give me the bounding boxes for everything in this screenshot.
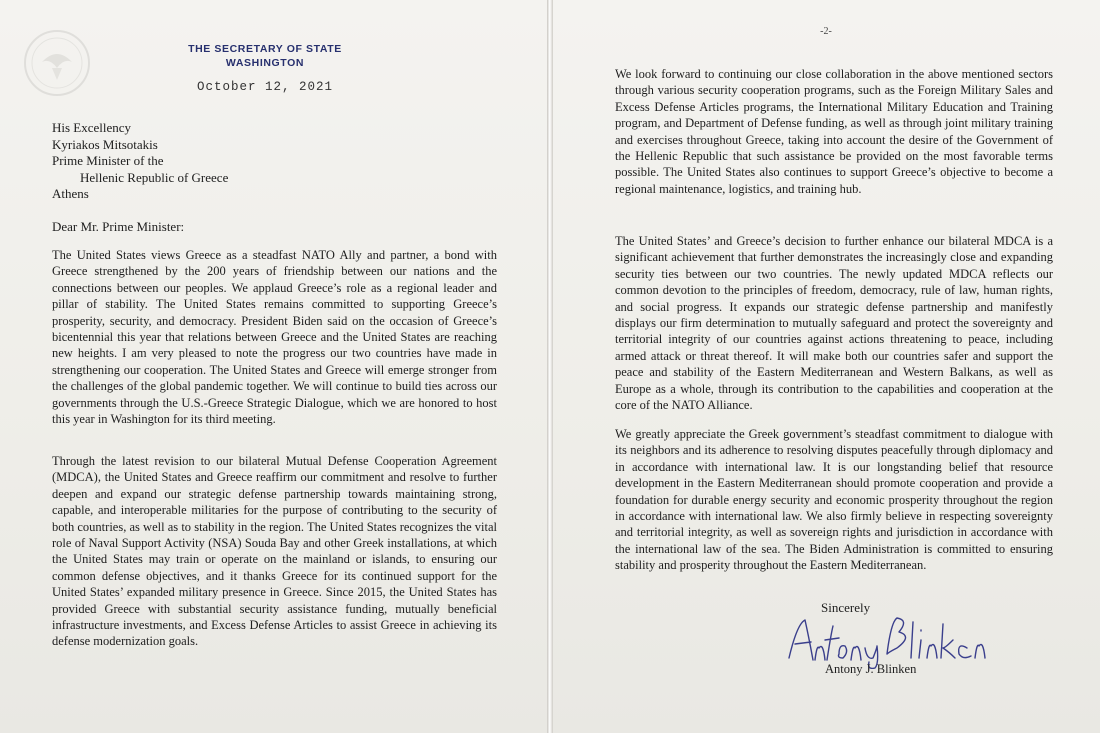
letterhead-city: WASHINGTON [225,57,305,69]
letter-date: October 12, 2021 [196,80,334,94]
letterhead-title: THE SECRETARY OF STATE [188,43,342,55]
letter-page-1 [0,0,547,733]
body-paragraph: We greatly appreciate the Greek government’s steadfast commitment to dialogue with its neighbors and its adherence to resolving disputes peacefully through diplomacy and in accordance with international law. It is our longstanding belief that resource development in the Eastern Mediterranean should promote cooperation and provide a foundation for durable energy security and economic prosperity throughout the region in accordance with international law. We also firmly believe in respecting sovereignty and territorial integrity, as well as sovereign rights and jurisdiction in accordance with the international law of the sea. The Biden Administration is committed to ensuring stability and prosperity throughout the Eastern Mediterranean. [615,427,1053,573]
address-line: Athens [52,186,89,202]
salutation: Dear Mr. Prime Minister: [52,219,185,234]
recipient-address [52,120,472,203]
signer-name: Antony J. Blinken [825,662,917,676]
body-paragraph: The United States views Greece as a steadfast NATO Ally and partner, a bond with Greece strengthened by the 200 years of friendship between our nations and the connections between our peoples. We applaud Greece’s role as a regional leader and pillar of stability. The United States remains committed to supporting Greece’s prosperity, security, and democracy. President Biden said on the occasion of Greece’s bicentennial this year that relations between Greece and the United States are reaching new heights. I am very pleased to note the progress our two countries have made in strengthening our cooperation. The United States and Greece will emerge stronger from the challenges of the global pandemic together. We will continue to build ties across our governments through the U.S.-Greece Strategic Dialogue, which we are honored to host this year in Washington for its third meeting. [52,248,497,427]
page-number: -2- [820,26,832,37]
address-line: Prime Minister of the [52,153,164,169]
letter-page-2 [553,0,1100,733]
closing: Sincerely [821,600,871,615]
body-paragraph: Through the latest revision to our bilateral Mutual Defense Cooperation Agreement (MDCA), the United States and Greece reaffirm our commitment and resolve to further deepen and expand our strategic defense partnership towards maintaining strong, capable, and interoperable militaries for the purpose of contributing to the security of both countries, as well as to stability in the region. The United States recognizes the vital role of Naval Support Activity (NSA) Souda Bay and other Greek installations, at which the United States may train or operate on the mainland or islands, to ensuring our common defense objectives, and it thanks Greece for its continued support for the United States’ expanded military presence in Greece. Since 2015, the United States has provided Greece with substantial security assistance funding, mutually beneficial infrastructure investments, and Excess Defense Articles to assist Greece in achieving its defense modernization goals. [52,454,497,649]
body-paragraph: We look forward to continuing our close collaboration in the above mentioned sectors through various security cooperation programs, such as the Foreign Military Sales and Excess Defense Articles programs, the International Military Education and Training program, and Department of Defense funding, as well as through joint military training and exercises throughout Greece, taking into account the desire of the Government of the Hellenic Republic that such assistance be provided on the most favorable terms possible. The United States also continues to support Greece’s objective to become a regional maintenance, logistics, and training hub. [615,67,1053,196]
address-line: His Excellency [52,120,132,135]
signature [787,614,987,669]
state-department-seal-icon [22,28,92,98]
body-paragraph: The United States’ and Greece’s decision to further enhance our bilateral MDCA is a significant achievement that further demonstrates the increasingly close and expanding security ties between our two countries. The newly updated MDCA reflects our common devotion to the principles of freedom, democracy, rule of law, human rights, and social progress. It expands our strategic defense partnership and manifestly displays our firm determination to mutually safeguard and protect the sovereignty and territorial integrity of our countries against actions threatening to peace, including armed attack or threat thereof. It will make both our countries safer and support the peace and stability of the Eastern Mediterranean and Western Balkans, as well as Europe as a whole, through its contribution to the capabilities and cooperation at the core of the NATO Alliance. [615,234,1053,413]
address-line: Hellenic Republic of Greece [80,169,229,185]
address-line: Kyriakos Mitsotakis [52,136,158,152]
